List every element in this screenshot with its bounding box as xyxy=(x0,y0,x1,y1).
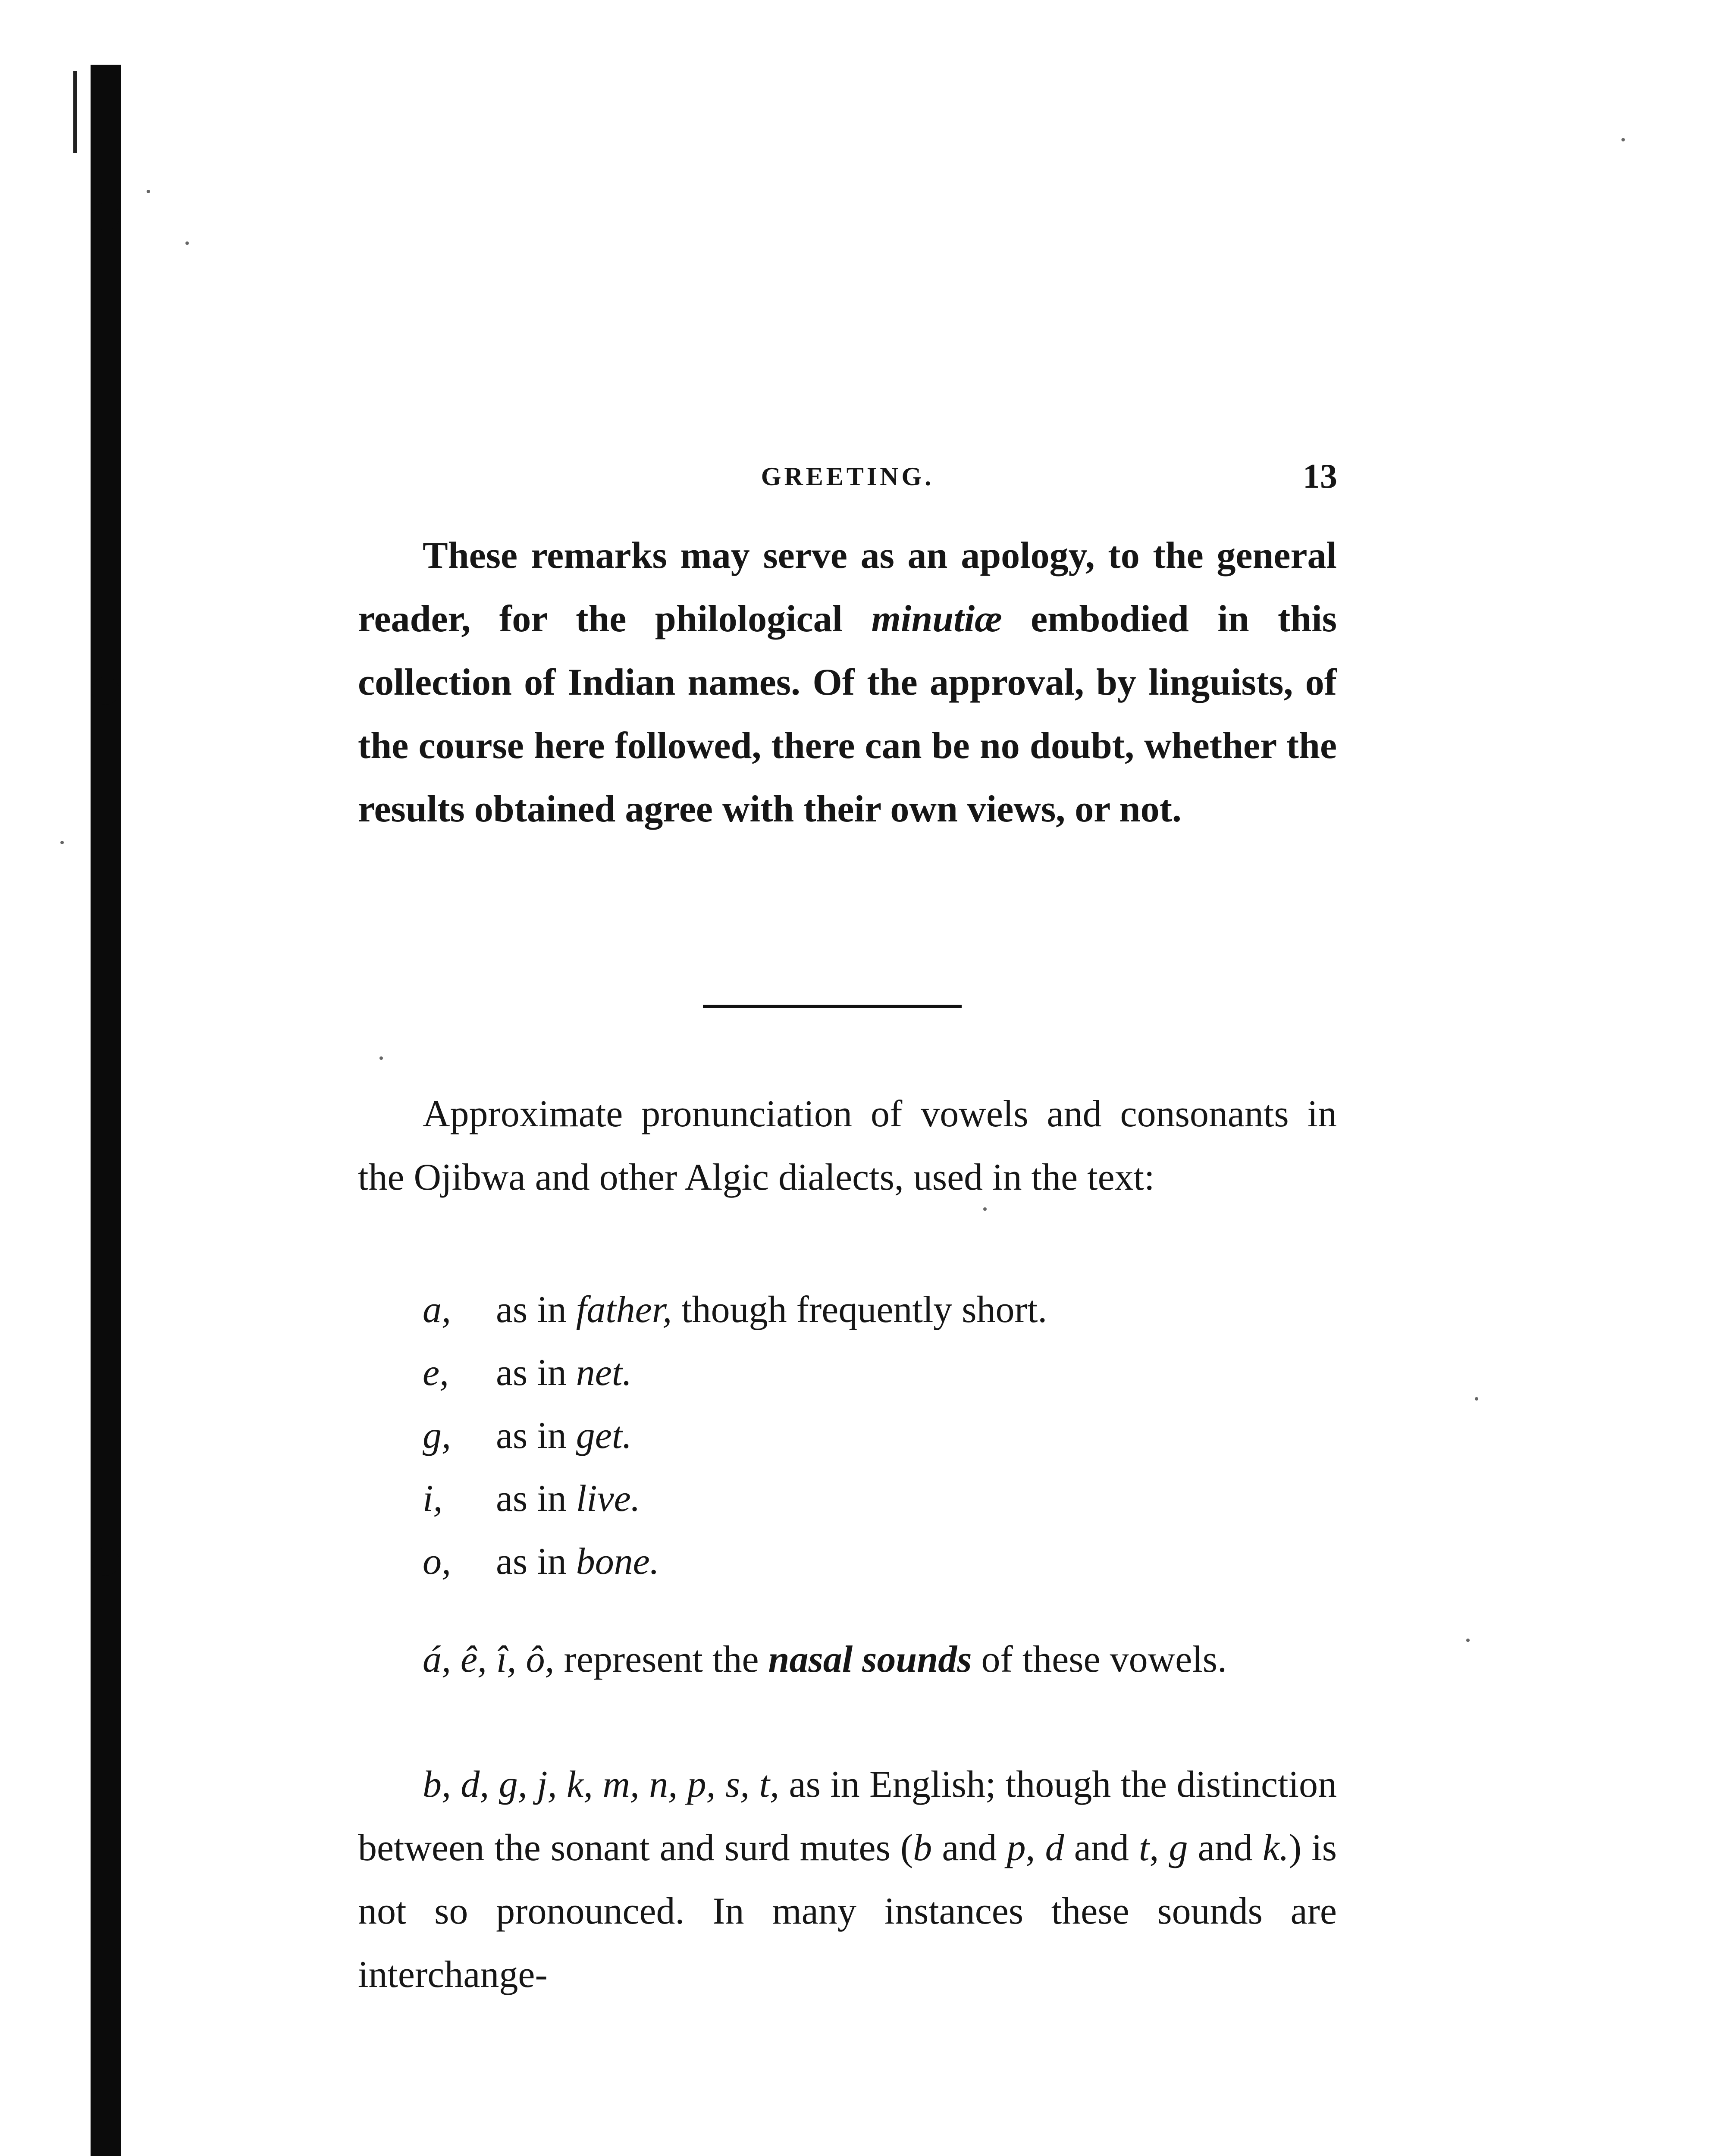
binding-thread xyxy=(73,71,77,153)
letter-p: p xyxy=(1007,1827,1026,1869)
text-span: and xyxy=(1188,1827,1263,1869)
vowel-row xyxy=(423,1530,1371,1593)
paragraph-remarks xyxy=(358,524,1337,841)
binding-knob xyxy=(92,677,119,705)
paper-speck xyxy=(185,241,189,245)
text-span: as in English; though the distinction between the sonant and surd mutes ( xyxy=(358,1764,1337,1869)
text-span: , xyxy=(1149,1827,1169,1869)
paragraph-text xyxy=(358,1628,1337,1691)
vowel-example: father, xyxy=(576,1289,672,1331)
paper-speck xyxy=(60,841,64,844)
letter-k: k. xyxy=(1262,1827,1289,1869)
text-span: represent the xyxy=(554,1639,768,1680)
vowel-row xyxy=(423,1341,1371,1404)
nasal-letters: á, ê, î, ô, xyxy=(423,1639,555,1680)
vowel-row xyxy=(423,1467,1371,1530)
letter-t: t xyxy=(1138,1827,1150,1869)
paragraph-text xyxy=(358,1753,1337,2006)
section-divider xyxy=(703,1005,962,1008)
paragraph-nasal xyxy=(358,1628,1337,1691)
letter-b: b xyxy=(913,1827,932,1869)
text-span: embodied in this collection of Indian names. Of the approval, by linguists, of the course here followed, there can be no doubt, whether the results obtained agree with their own views, or not. xyxy=(358,598,1337,830)
vowel-example: bone. xyxy=(576,1541,659,1583)
paper-speck xyxy=(1475,1397,1478,1401)
vowel-as: as in xyxy=(496,1478,576,1520)
paragraph-text xyxy=(358,524,1337,841)
vowel-as: as in xyxy=(496,1352,576,1394)
consonant-letters: b, d, g, j, k, m, n, p, s, t, xyxy=(423,1764,780,1805)
paper-speck xyxy=(379,1056,383,1060)
text-span: and xyxy=(932,1827,1007,1869)
nasal-sounds-phrase: nasal sounds xyxy=(768,1639,972,1680)
text-span: of these vowels. xyxy=(972,1639,1227,1680)
page-number: 13 xyxy=(1303,458,1337,495)
running-head xyxy=(358,453,1337,500)
vowel-list xyxy=(423,1279,1371,1593)
vowel-letter: i, xyxy=(423,1478,443,1520)
vowel-example: get. xyxy=(576,1415,632,1457)
letter-d: d xyxy=(1045,1827,1064,1869)
vowel-letter: o, xyxy=(423,1541,451,1583)
running-title: GREETING. xyxy=(761,462,934,491)
vowel-letter: e, xyxy=(423,1352,449,1394)
vowel-letter: g, xyxy=(423,1415,451,1457)
text-span: , xyxy=(1025,1827,1045,1869)
letter-g: g xyxy=(1169,1827,1188,1869)
vowel-as: as in xyxy=(496,1415,576,1457)
paper-speck xyxy=(1466,1639,1470,1642)
text-span: ) is not so pronounced. In many instances these sounds are interchange- xyxy=(358,1827,1337,1996)
vowel-row xyxy=(423,1279,1371,1341)
paragraph-consonants xyxy=(358,1753,1337,2006)
minutiae-word: minutiæ xyxy=(871,598,1002,640)
book-binding xyxy=(91,65,121,2156)
paper-speck xyxy=(1621,138,1625,141)
binding-knob xyxy=(92,203,119,230)
vowel-example: live. xyxy=(576,1478,640,1520)
text-span: and xyxy=(1064,1827,1139,1869)
vowel-note: though frequently short. xyxy=(672,1289,1047,1331)
paragraph-text: Approximate pronunciation of vowels and consonants in the Ojibwa and other Algic dialects, used in the text: xyxy=(358,1093,1337,1198)
vowel-as: as in xyxy=(496,1541,576,1583)
paper-speck xyxy=(147,190,150,193)
paragraph-pronunciation-intro xyxy=(358,1082,1337,1209)
vowel-example: net. xyxy=(576,1352,632,1394)
text-span: These remarks may serve as an apology, to the general reader, for the philological xyxy=(358,535,1337,640)
vowel-row xyxy=(423,1404,1371,1467)
binding-knob xyxy=(92,1548,119,1576)
vowel-letter: a, xyxy=(423,1289,451,1331)
vowel-as: as in xyxy=(496,1289,576,1331)
